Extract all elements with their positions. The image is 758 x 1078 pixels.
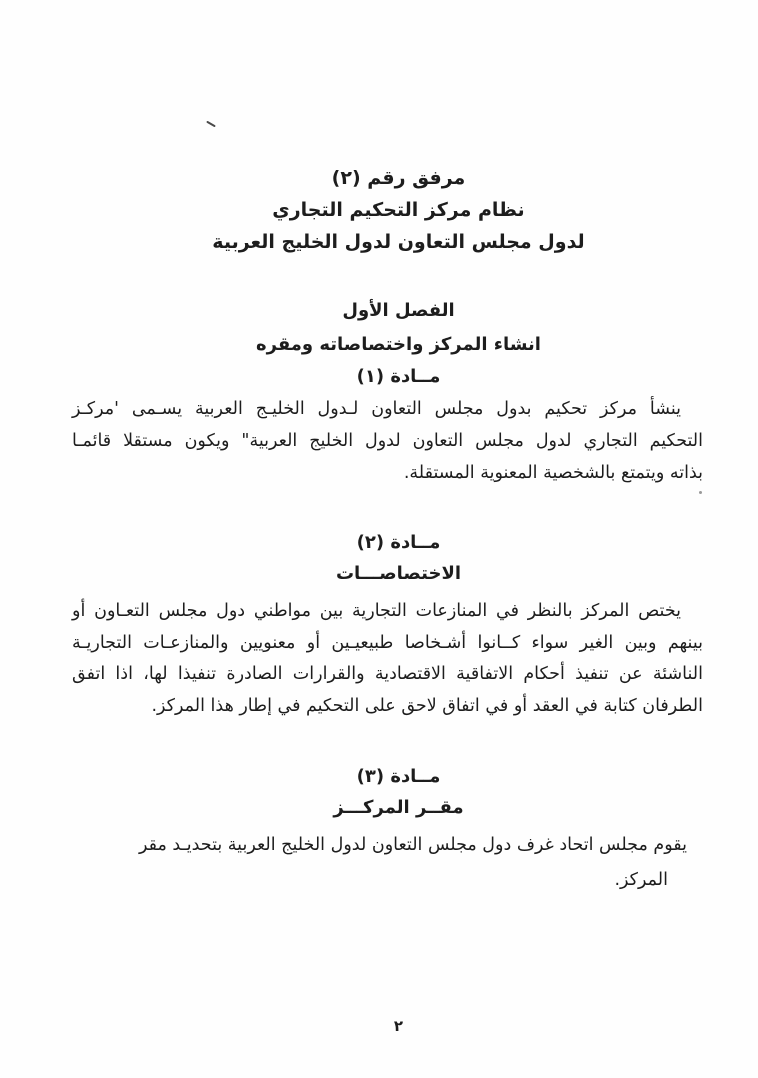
title-attachment-line: مرفق رقم (٢)	[331, 167, 466, 189]
article-3-subheading: مقــر المركـــز	[333, 797, 464, 818]
article-3-heading-block	[72, 761, 725, 823]
article-2-heading-block	[72, 527, 725, 589]
page-number: ٢	[393, 1017, 404, 1035]
article-2-heading: مــادة (٢)	[356, 532, 441, 553]
article-3-heading: مــادة (٣)	[356, 766, 441, 787]
text-line: الناشئة عن تنفيذ أحكام الاتفاقية الاقتصادية والقرارات الصادرة تنفيذا لها، اذا اتفق	[72, 664, 703, 684]
text-line: بينهم وبين الغير سواء كــانوا أشـخاصا طبيعيـين أو معنويين والمنازعـات التجاريـة	[72, 632, 703, 653]
article-1-paragraph	[72, 393, 703, 489]
article-1-heading: مــادة (١)	[356, 366, 441, 387]
text-line: ينشأ مركز تحكيم بدول مجلس التعاون لـدول الخليـج العربية يسـمى 'مركـز	[72, 399, 681, 419]
text-line: بذاته ويتمتع بالشخصية المعنوية المستقلة.	[403, 463, 703, 483]
text-line: يقوم مجلس اتحاد غرف دول مجلس التعاون لدول الخليج العربية بتحديـد مقر	[138, 835, 687, 855]
ink-speck	[206, 121, 216, 128]
chapter-heading: الفصل الأول	[342, 300, 455, 321]
ink-dot	[699, 491, 702, 494]
article-2-subheading: الاختصاصـــات	[335, 563, 462, 584]
text-line: التحكيم التجاري لدول مجلس التعاون لدول الخليج العربية" ويكون مستقلا قائمـا	[72, 431, 703, 451]
document-title	[72, 162, 725, 258]
text-line: يختص المركز بالنظر في المنازعات التجارية بين مواطني دول مجلس التعـاون أو	[72, 601, 681, 621]
chapter-heading-block	[72, 294, 725, 362]
title-line-2: نظام مركز التحكيم التجاري	[272, 199, 525, 221]
article-2-paragraph	[72, 596, 703, 722]
chapter-subheading: انشاء المركز واختصاصاته ومقره	[256, 334, 541, 355]
text-line: الطرفان كتابة في العقد أو في اتفاق لاحق على التحكيم في إطار هذا المركز.	[151, 695, 703, 716]
article-3-paragraph	[72, 828, 703, 898]
text-line: المركز.	[614, 870, 668, 890]
title-line-3: لدول مجلس التعاون لدول الخليج العربية	[212, 231, 585, 253]
